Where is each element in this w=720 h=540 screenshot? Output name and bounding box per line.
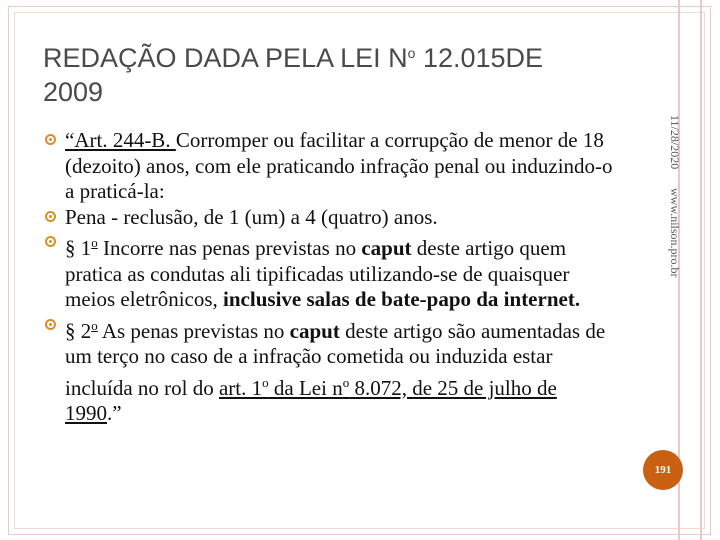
title-sup: o xyxy=(407,45,416,61)
paragraph-number: § 2 xyxy=(65,318,92,343)
bullet-item xyxy=(45,205,615,231)
paragraph-text-2: deste artigo quem pratica as condutas ali tipificadas utilizando-se de quaisquer meios eletrônicos, xyxy=(65,236,570,311)
right-rail-line-outer xyxy=(700,0,702,540)
bullet-circle-icon xyxy=(45,236,56,247)
paragraph-text-2: deste artigo são aumentadas de um terço no caso de a infração cometida ou induzida estar incluída no rol do xyxy=(65,318,606,400)
paragraph-text: As penas previstas no xyxy=(97,318,290,343)
side-date: 11/28/2020 xyxy=(668,115,682,170)
law-link-part2: da Lei n xyxy=(268,375,343,400)
caput-bold: caput xyxy=(289,318,340,343)
internet-bold: inclusive salas de bate-papo da internet. xyxy=(223,287,581,311)
paragraph-number: § 1 xyxy=(65,236,92,260)
bullet-item xyxy=(45,313,615,427)
bullet-circle-icon xyxy=(45,319,56,330)
paragraph-sup: o xyxy=(91,317,98,333)
page-number-badge xyxy=(643,450,683,490)
title-line2: 2009 xyxy=(43,77,104,107)
slide-content xyxy=(45,128,615,427)
caput-bold: caput xyxy=(361,236,412,260)
law-link-sup2: o xyxy=(342,374,350,390)
page-number: 191 xyxy=(654,464,672,476)
bullet-circle-icon xyxy=(45,211,56,222)
article-text: Corromper ou facilitar a corrupção de menor de 18 (dezoito) anos, com ele praticando infração penal ou induzindo-o a praticá-la: xyxy=(65,128,613,203)
side-site: www.nilson.pro.br xyxy=(668,188,682,278)
closing-quote: .” xyxy=(107,401,122,425)
slide-title xyxy=(43,36,643,109)
law-link-sup: o xyxy=(262,374,269,390)
paragraph-text: Incorre nas penas previstas no xyxy=(97,236,362,260)
law-link-part3: 8.072, de 25 de julho de 1990 xyxy=(65,375,557,425)
paragraph-sup: o xyxy=(91,235,98,250)
law-link-part1: art. 1 xyxy=(218,375,263,400)
title-line1-suffix: 12.015 xyxy=(415,43,506,73)
bullet-item xyxy=(45,230,615,313)
bullet-item xyxy=(45,128,615,205)
title-line1-end: DE xyxy=(505,43,544,73)
penalty-text: Pena - reclusão, de 1 (um) a 4 (quatro) anos. xyxy=(65,204,438,229)
article-link[interactable]: “Art. 244-B. xyxy=(65,128,176,152)
title-line1-prefix: REDAÇÃO DADA PELA LEI N xyxy=(43,43,408,73)
bullet-circle-icon xyxy=(45,134,56,145)
